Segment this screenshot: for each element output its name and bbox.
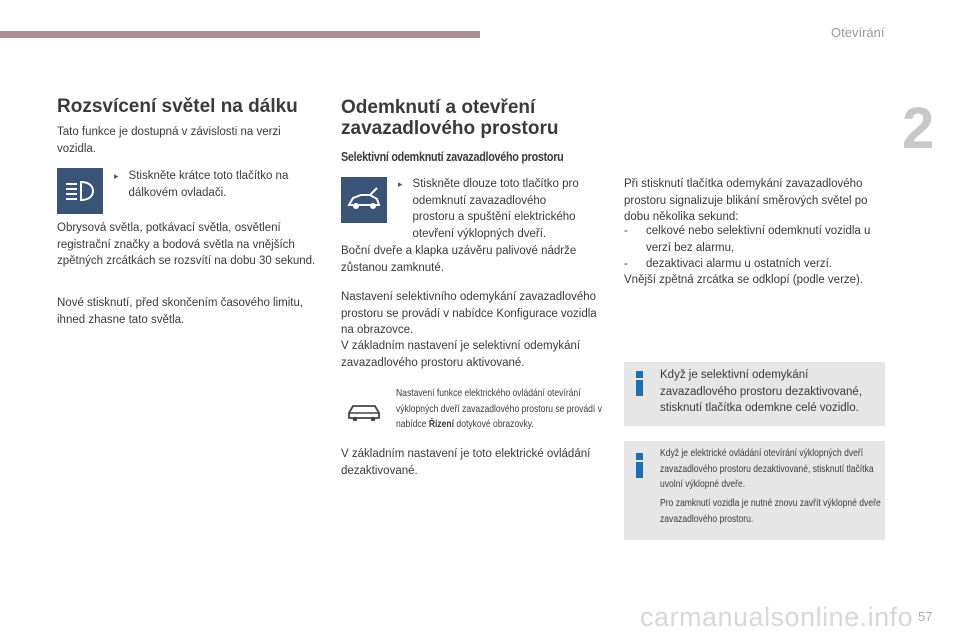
- list-item: [624, 256, 886, 273]
- headlight-icon: [57, 168, 103, 214]
- high-beam-paragraph-1: Obrysová světla, potkávací světla, osvětlení registrační značky a bodová světla na vnějších zpětných zrcátkách se rozsvítí na dobu 30 sekund.: [57, 222, 316, 267]
- info-icon: [636, 453, 644, 478]
- trunk-note-text-a: Nastavení funkce elektrického ovládání otevírání výklopných dveří zavazadlového prostoru se provádí v nabídce: [396, 388, 602, 430]
- mirrors-paragraph: Vnější zpětná zrcátka se odklopí (podle verze).: [624, 274, 864, 286]
- trunk-note-text-b: dotykové obrazovky.: [454, 419, 534, 430]
- trunk-paragraph-1: Boční dveře a klapka uzávěru palivové nádrže zůstanou zamknuté.: [341, 245, 577, 274]
- header-accent-bar: [0, 31, 480, 38]
- list-item-text: celkové nebo selektivní odemknutí vozidla u verzí bez alarmu,: [646, 225, 871, 254]
- trunk-note-bold: Řízení: [428, 419, 455, 430]
- bullet-marker: ▸: [398, 179, 403, 189]
- trunk-bullet: [398, 176, 608, 242]
- info-box-text-2: Pro zamknutí vozidla je nutné znovu zavřít výklopné dveře zavazadlového prostoru.: [660, 498, 881, 525]
- page-number: 57: [918, 609, 933, 624]
- list-dash: -: [624, 225, 628, 237]
- list-item: [624, 223, 886, 256]
- trunk-paragraph-3: V základním nastavení je selektivní odemykání zavazadlového prostoru aktivované.: [341, 340, 581, 369]
- high-beam-paragraph-2: Nové stisknutí, před skončením časového limitu, ihned zhasne tato světla.: [57, 297, 304, 326]
- watermark: carmanualsonline.info: [640, 602, 914, 632]
- info-box-text-1: Když je elektrické ovládání otevírání výklopných dveří zavazadlového prostoru dezaktivované, stisknutí tlačítka uvolní výklopné dveře.: [660, 448, 874, 490]
- list-dash: -: [624, 258, 628, 270]
- high-beam-intro: Tato funkce je dostupná v závislosti na verzi vozidla.: [57, 126, 281, 155]
- info-box-selective: [624, 362, 885, 426]
- trunk-note: [396, 386, 604, 433]
- trunk-bullet-text: Stiskněte dlouze toto tlačítko pro odemknutí zavazadlového prostoru a spuštění elektrického otevření výklopných dveří.: [412, 178, 579, 240]
- bullet-marker: ▸: [114, 171, 119, 181]
- car-trunk-icon: [341, 177, 387, 223]
- section-title-trunk: Odemknutí a otevření zavazadlového prostoru: [341, 97, 559, 139]
- chapter-title: Otevírání: [831, 25, 885, 40]
- info-box-electric: [624, 441, 885, 540]
- chapter-number: 2: [902, 96, 935, 161]
- section-title-high-beam: Rozsvícení světel na dálku: [57, 96, 298, 117]
- car-icon: [346, 398, 382, 422]
- signal-list: [624, 223, 886, 273]
- list-item-text: dezaktivaci alarmu u ostatních verzí.: [646, 258, 832, 270]
- high-beam-bullet-text: Stiskněte krátce toto tlačítko na dálkovém ovladači.: [128, 170, 289, 199]
- trunk-paragraph-2: Nastavení selektivního odemykání zavazadlového prostoru se provádí v nabídce Konfigurace vozidla na obrazovce.: [341, 291, 597, 336]
- info-box-text: Když je selektivní odemykání zavazadlového prostoru dezaktivované, stisknutí tlačítka odemkne celé vozidlo.: [660, 369, 863, 414]
- info-icon: [636, 371, 644, 396]
- high-beam-bullet: [114, 168, 314, 201]
- signal-paragraph: Při stisknutí tlačítka odemykání zavazadlového prostoru signalizuje blikání směrových světel po dobu několika sekund:: [624, 178, 868, 223]
- trunk-paragraph-4: V základním nastavení je toto elektrické ovládání dezaktivované.: [341, 448, 591, 477]
- section-subtitle-selective: Selektivní odemknutí zavazadlového prostoru: [341, 150, 564, 164]
